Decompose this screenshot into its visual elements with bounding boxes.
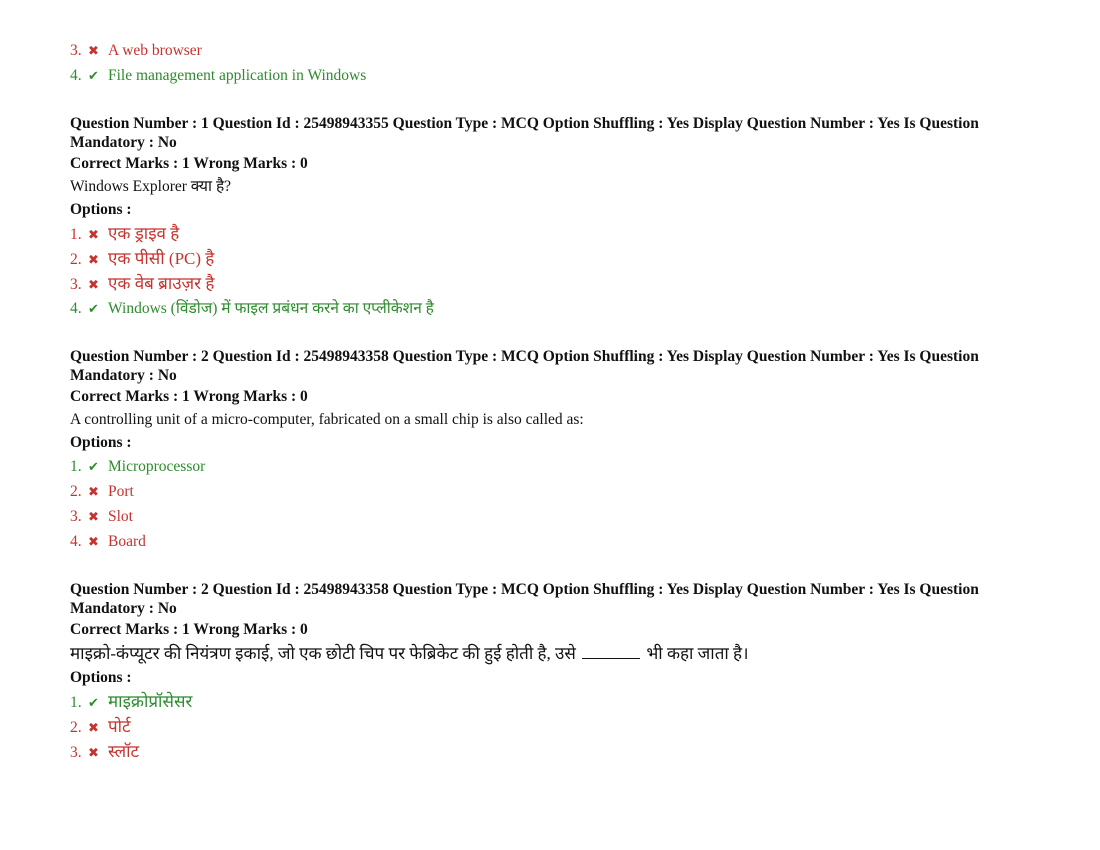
question-block [70,580,1030,764]
options-label: Options : [70,201,132,218]
question-block [70,347,1030,554]
options-label: Options : [70,669,132,686]
option-number: 3. [70,508,82,525]
option-number: 1. [70,458,82,475]
option-text: Board [108,533,146,550]
option-number: 1. [70,694,82,711]
cross-icon: ✖ [88,252,99,267]
fill-in-blank [582,644,640,659]
cross-icon: ✖ [88,227,99,242]
option-row [70,246,1030,271]
option-text: एक वेब ब्राउज़र है [108,274,215,293]
question-paper [70,38,1030,764]
check-icon: ✔ [88,301,99,316]
question-block [70,114,1030,321]
option-number: 2. [70,719,82,736]
option-row [70,221,1030,246]
option-number: 4. [70,67,82,84]
option-row [70,714,1030,739]
question-marks: Correct Marks : 1 Wrong Marks : 0 [70,155,308,172]
check-icon: ✔ [88,68,99,83]
option-text: एक ड्राइव है [108,224,180,243]
option-text: एक पीसी (PC) है [108,249,215,268]
option-number: 3. [70,276,82,293]
option-number: 4. [70,300,82,317]
option-number: 2. [70,251,82,268]
question-meta: Question Number : 1 Question Id : 25498943355 Question Type : MCQ Option Shuffling : Yes Display Question Number : Yes Is Question Mandatory : No [70,115,979,151]
options-label: Options : [70,434,132,451]
previous-question-options [70,38,1030,88]
option-row [70,271,1030,296]
option-row [70,454,1030,479]
cross-icon: ✖ [88,484,99,499]
option-text: Windows (विंडोज) में फाइल प्रबंधन करने का एप्लीकेशन है [108,300,434,317]
option-row [70,689,1030,714]
cross-icon: ✖ [88,534,99,549]
option-row [70,479,1030,504]
question-text [70,641,1030,667]
option-number: 4. [70,533,82,550]
check-icon: ✔ [88,695,99,710]
option-text: माइक्रोप्रॉसेसर [108,692,193,711]
option-text: Microprocessor [108,458,206,475]
option-text: Port [108,483,134,500]
cross-icon: ✖ [88,43,99,58]
question-marks: Correct Marks : 1 Wrong Marks : 0 [70,621,308,638]
option-text: A web browser [108,42,202,59]
option-number: 3. [70,744,82,761]
cross-icon: ✖ [88,720,99,735]
option-number: 2. [70,483,82,500]
option-row [70,296,1030,321]
option-row [70,63,1030,88]
cross-icon: ✖ [88,509,99,524]
option-text: Slot [108,508,133,525]
option-row [70,739,1030,764]
cross-icon: ✖ [88,745,99,760]
question-text: Windows Explorer क्या है? [70,178,232,195]
question-text-before-blank: माइक्रो-कंप्यूटर की नियंत्रण इकाई, जो एक छोटी चिप पर फेब्रिकेट की हुई होती है, उसे [70,644,576,663]
option-text: पोर्ट [108,717,131,736]
question-text: A controlling unit of a micro-computer, fabricated on a small chip is also called as: [70,411,584,428]
question-meta: Question Number : 2 Question Id : 25498943358 Question Type : MCQ Option Shuffling : Yes Display Question Number : Yes Is Question Mandatory : No [70,581,979,617]
cross-icon: ✖ [88,277,99,292]
question-meta: Question Number : 2 Question Id : 25498943358 Question Type : MCQ Option Shuffling : Yes Display Question Number : Yes Is Question Mandatory : No [70,348,979,384]
option-row [70,38,1030,63]
option-row [70,504,1030,529]
question-marks: Correct Marks : 1 Wrong Marks : 0 [70,388,308,405]
option-text: File management application in Windows [108,67,367,84]
option-number: 3. [70,42,82,59]
check-icon: ✔ [88,459,99,474]
question-text-after-blank: भी कहा जाता है। [646,644,749,663]
option-row [70,529,1030,554]
option-number: 1. [70,226,82,243]
option-text: स्लॉट [108,742,140,761]
